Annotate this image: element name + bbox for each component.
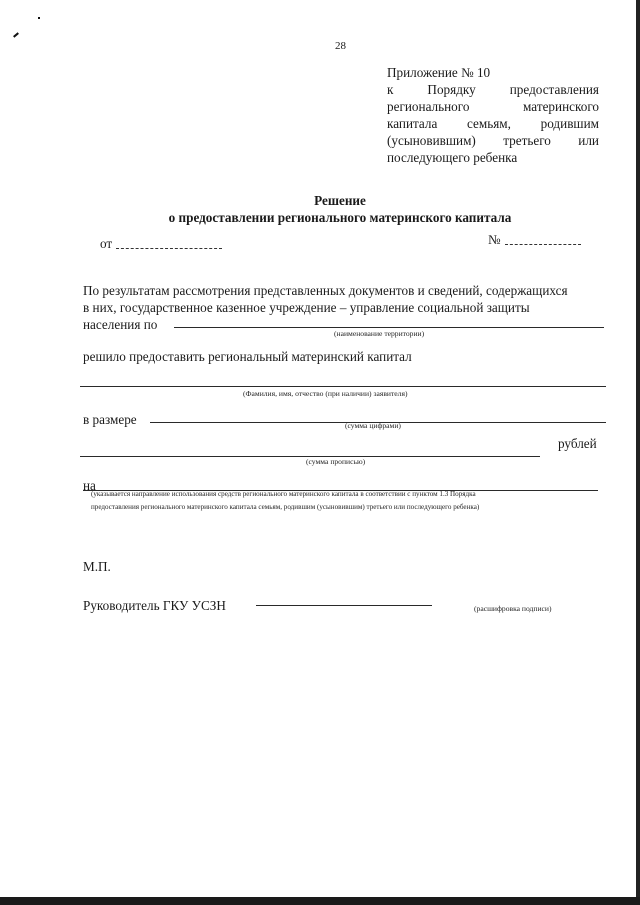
- appendix-word: или: [578, 133, 599, 148]
- appendix-word: к: [387, 82, 394, 97]
- scan-mark-corner: [13, 32, 19, 37]
- appendix-word: третьего: [503, 133, 551, 148]
- rubles-label: рублей: [558, 436, 597, 451]
- scan-edge-bottom: [0, 897, 640, 905]
- fio-field-line[interactable]: [80, 386, 606, 387]
- paragraph-line-1: По результатам рассмотрения представленных документов и сведений, содержащихся: [83, 283, 568, 298]
- number-field-line[interactable]: [505, 244, 581, 245]
- signature-field-line[interactable]: [256, 605, 432, 606]
- appendix-row-3: [387, 115, 599, 132]
- stamp-label: М.П.: [83, 559, 111, 574]
- caption-fio: (Фамилия, имя, отчество (при наличии) заявителя): [243, 389, 408, 398]
- caption-territory: (наименование территории): [334, 329, 425, 338]
- scan-mark-top: [38, 17, 40, 19]
- amount-label: в размере: [83, 412, 137, 427]
- appendix-word: Порядку: [427, 82, 476, 97]
- appendix-row-5: последующего ребенка: [387, 150, 518, 165]
- paragraph-line-2: в них, государственное казенное учреждение – управление социальной защиты: [83, 300, 530, 315]
- paragraph-line-3: населения по: [83, 317, 158, 332]
- appendix-word: материнского: [523, 99, 599, 114]
- date-field-line[interactable]: [116, 248, 222, 249]
- appendix-word: предоставления: [509, 82, 599, 97]
- appendix-word: (усыновившим): [387, 133, 476, 148]
- caption-words: (сумма прописью): [306, 457, 366, 466]
- caption-direction-2: предоставления регионального материнского капитала семьям, родившим (усыновившим) третьего или последующего ребенка): [91, 503, 480, 511]
- decided-text: решило предоставить региональный материнский капитал: [83, 349, 412, 364]
- decision-subtitle: о предоставлении регионального материнского капитала: [168, 210, 512, 225]
- appendix-word: капитала: [387, 116, 438, 131]
- appendix-row-1: [387, 81, 599, 98]
- appendix-word: родившим: [540, 116, 599, 131]
- caption-direction-1: (указывается направление использования средств регионального материнского капитала в соответствии с пунктом 1.3 Порядка: [91, 490, 476, 498]
- signature-caption: (расшифровка подписи): [474, 604, 552, 613]
- date-prefix: от: [100, 236, 113, 251]
- appendix-word: семьям,: [467, 116, 511, 131]
- caption-digits: (сумма цифрами): [345, 421, 401, 430]
- decision-title: Решение: [314, 193, 366, 208]
- appendix-row-2: [387, 98, 599, 115]
- appendix-title: Приложение № 10: [387, 65, 491, 80]
- signature-label: Руководитель ГКУ УСЗН: [83, 598, 226, 613]
- appendix-row-4: [387, 132, 599, 149]
- scan-edge-right: [636, 0, 640, 905]
- number-prefix: №: [488, 232, 501, 247]
- direction-label: на: [83, 478, 96, 493]
- appendix-word: регионального: [387, 99, 470, 114]
- page-number: 28: [335, 40, 346, 52]
- territory-field-line[interactable]: [174, 327, 604, 328]
- appendix-block: [387, 81, 599, 166]
